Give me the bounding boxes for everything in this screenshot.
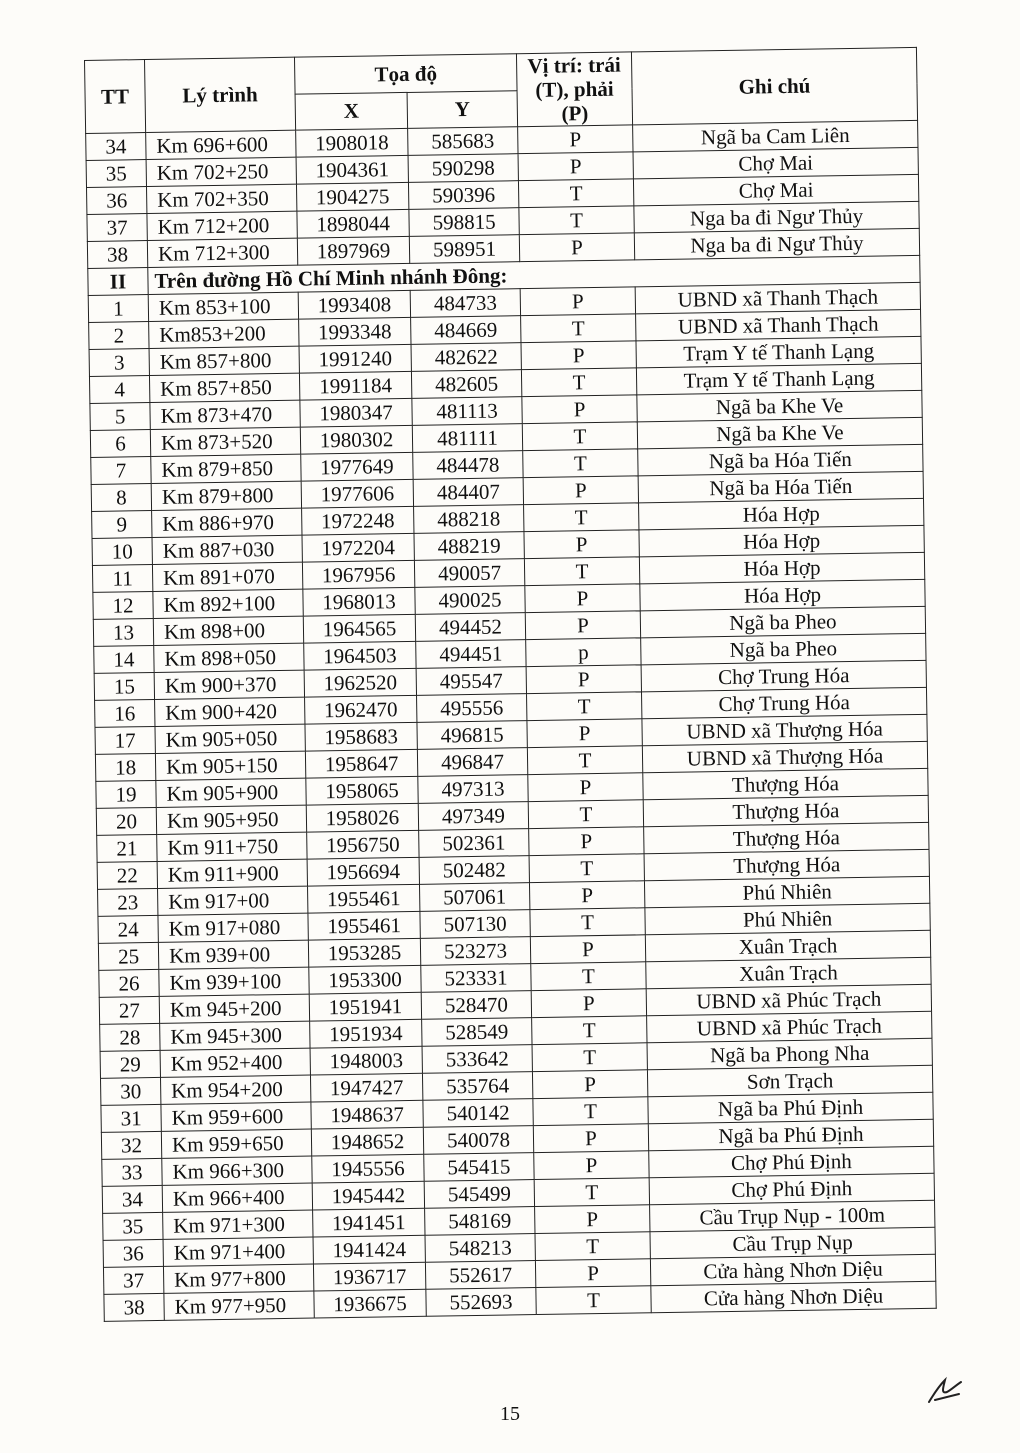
row-x: 1967956	[302, 560, 414, 589]
row-x: 1964565	[303, 614, 415, 643]
row-ly-trinh: Km 873+470	[150, 400, 300, 429]
row-tt: 5	[90, 403, 150, 431]
row-tt: 7	[91, 457, 151, 485]
row-ghi-chu: Chợ Mai	[633, 174, 918, 205]
row-ghi-chu: Hóa Hợp	[639, 498, 924, 529]
row-ly-trinh: Km 977+800	[163, 1264, 313, 1293]
row-ly-trinh: Km 891+070	[152, 562, 302, 591]
row-x: 1955461	[308, 911, 420, 940]
row-tt: 32	[101, 1131, 161, 1159]
row-x: 1993408	[298, 290, 410, 319]
row-ghi-chu: UBND xã Phúc Trạch	[647, 1011, 932, 1042]
row-ly-trinh: Km 900+370	[154, 670, 304, 699]
row-x: 1958026	[306, 803, 418, 832]
row-ly-trinh: Km 898+00	[153, 616, 303, 645]
row-y: 497349	[418, 802, 528, 831]
row-vi-tri: T	[519, 206, 634, 235]
row-ly-trinh: Km 873+520	[150, 427, 300, 456]
row-x: 1962470	[305, 695, 417, 724]
row-ghi-chu: UBND xã Thượng Hóa	[642, 714, 927, 745]
page-number: 15	[500, 1403, 520, 1425]
row-vi-tri: P	[521, 341, 636, 370]
row-ghi-chu: Cầu Trụp Nụp	[650, 1227, 935, 1258]
row-vi-tri: P	[535, 1205, 650, 1234]
row-x: 1980302	[300, 425, 412, 454]
row-vi-tri: T	[531, 962, 646, 991]
row-x: 1951941	[309, 992, 421, 1021]
row-vi-tri: P	[520, 287, 635, 316]
row-ly-trinh: Km 959+600	[161, 1102, 311, 1131]
row-tt: 22	[97, 861, 157, 889]
row-vi-tri: T	[534, 1178, 649, 1207]
row-tt: 36	[103, 1239, 163, 1267]
row-x: 1936717	[313, 1262, 425, 1291]
row-tt: 11	[92, 564, 152, 592]
row-ly-trinh: Km 857+850	[149, 373, 299, 402]
row-y: 482622	[411, 343, 521, 372]
signature-mark	[925, 1370, 965, 1410]
row-ghi-chu: Ngã ba Phong Nha	[647, 1038, 932, 1069]
row-ghi-chu: Cửa hàng Nhơn Diệu	[651, 1281, 936, 1312]
row-vi-tri: T	[533, 1097, 648, 1126]
row-vi-tri: T	[524, 503, 639, 532]
row-tt: 31	[101, 1104, 161, 1132]
row-y: 484733	[410, 289, 520, 318]
row-x: 1936675	[314, 1289, 426, 1318]
row-tt: 24	[98, 915, 158, 943]
row-vi-tri: P	[522, 395, 637, 424]
row-tt: 19	[96, 780, 156, 808]
table-header	[85, 47, 918, 133]
row-tt: 14	[94, 645, 154, 673]
row-x: 1948003	[310, 1046, 422, 1075]
row-y: 598951	[409, 235, 519, 264]
row-ly-trinh: Km 966+400	[162, 1183, 312, 1212]
row-x: 1972204	[302, 533, 414, 562]
header-ly-trinh: Lý trình	[145, 57, 296, 132]
row-x: 1993348	[299, 317, 411, 346]
row-x: 1977649	[301, 452, 413, 481]
row-vi-tri: T	[518, 179, 633, 208]
row-y: 497313	[418, 775, 528, 804]
row-ly-trinh: Km 879+850	[151, 454, 301, 483]
coordinates-table	[84, 47, 937, 1322]
row-tt: 37	[103, 1266, 163, 1294]
row-ly-trinh: Km 945+200	[159, 994, 309, 1023]
row-vi-tri: T	[532, 1043, 647, 1072]
row-ghi-chu: UBND xã Thanh Thạch	[636, 309, 921, 340]
row-x: 1948652	[311, 1127, 423, 1156]
row-vi-tri: P	[529, 827, 644, 856]
row-y: 598815	[409, 208, 519, 237]
header-ghi-chu: Ghi chú	[631, 47, 917, 124]
row-vi-tri: T	[523, 449, 638, 478]
table-body-part2	[88, 282, 936, 1321]
row-ghi-chu: Chợ Phú Định	[649, 1146, 934, 1177]
row-vi-tri: T	[536, 1286, 651, 1315]
row-ghi-chu: UBND xã Thanh Thạch	[635, 282, 920, 313]
row-vi-tri: P	[523, 476, 638, 505]
row-ghi-chu: Chợ Trung Hóa	[641, 660, 926, 691]
header-toa-do: Tọa độ	[294, 54, 517, 94]
row-ly-trinh: Km 900+420	[155, 697, 305, 726]
row-tt: 15	[94, 672, 154, 700]
row-ghi-chu: Cửa hàng Nhơn Diệu	[650, 1254, 935, 1285]
row-y: 488219	[414, 532, 524, 561]
row-tt: 27	[99, 996, 159, 1024]
row-ly-trinh: Km 879+800	[151, 481, 301, 510]
row-y: 590396	[408, 181, 518, 210]
row-vi-tri: P	[531, 989, 646, 1018]
row-y: 585683	[408, 127, 518, 156]
row-vi-tri: P	[526, 665, 641, 694]
row-ghi-chu: Ngã ba Pheo	[641, 633, 926, 664]
row-y: 484407	[413, 478, 523, 507]
row-ghi-chu: Ngã ba Hóa Tiến	[638, 471, 923, 502]
row-ghi-chu: Nga ba đi Ngư Thủy	[634, 228, 919, 259]
row-x: 1958683	[305, 722, 417, 751]
section-title: Trên đường Hồ Chí Minh nhánh Đông:	[148, 255, 920, 294]
row-vi-tri: T	[535, 1232, 650, 1261]
row-ly-trinh: Km 712+300	[147, 238, 297, 267]
row-ly-trinh: Km 911+900	[157, 859, 307, 888]
row-ghi-chu: Phú Nhiên	[644, 876, 929, 907]
row-vi-tri: T	[527, 746, 642, 775]
row-vi-tri: T	[529, 854, 644, 883]
row-tt: 34	[102, 1185, 162, 1213]
row-ghi-chu: Xuân Trạch	[646, 957, 931, 988]
row-ly-trinh: Km 971+300	[163, 1210, 313, 1239]
table-body-part1	[86, 120, 920, 268]
row-ly-trinh: Km 905+150	[155, 751, 305, 780]
row-tt: 30	[100, 1077, 160, 1105]
row-ghi-chu: Trạm Y tế Thanh Lạng	[636, 363, 921, 394]
row-y: 523273	[420, 937, 530, 966]
row-x: 1897969	[297, 236, 409, 265]
row-y: 590298	[408, 154, 518, 183]
row-tt: 4	[89, 376, 149, 404]
row-ghi-chu: UBND xã Thượng Hóa	[642, 741, 927, 772]
row-vi-tri: T	[524, 557, 639, 586]
row-vi-tri: P	[518, 125, 633, 154]
row-ly-trinh: Km 911+750	[157, 832, 307, 861]
row-ly-trinh: Km 966+300	[162, 1156, 312, 1185]
row-vi-tri: P	[519, 233, 634, 262]
row-ghi-chu: Ngã ba Phú Định	[648, 1119, 933, 1150]
row-y: 484669	[411, 316, 521, 345]
row-y: 548213	[425, 1234, 535, 1263]
row-ghi-chu: Chợ Mai	[633, 147, 918, 178]
row-y: 552617	[425, 1261, 535, 1290]
row-x: 1947427	[310, 1073, 422, 1102]
row-tt: 9	[92, 510, 152, 538]
row-ly-trinh: Km 952+400	[160, 1048, 310, 1077]
row-ghi-chu: Chợ Phú Định	[649, 1173, 934, 1204]
row-tt: 1	[88, 295, 148, 323]
row-vi-tri: P	[518, 152, 633, 181]
row-ly-trinh: Km 971+400	[163, 1237, 313, 1266]
row-x: 1958647	[305, 749, 417, 778]
row-y: 496815	[417, 721, 527, 750]
row-ly-trinh: Km 945+300	[160, 1021, 310, 1050]
row-ghi-chu: UBND xã Phúc Trạch	[646, 984, 931, 1015]
row-vi-tri: p	[526, 638, 641, 667]
row-x: 1904275	[296, 182, 408, 211]
row-tt: 28	[100, 1023, 160, 1051]
row-y: 488218	[414, 505, 524, 534]
row-tt: 8	[91, 483, 151, 511]
row-ly-trinh: Km 977+950	[164, 1291, 314, 1320]
row-ly-trinh: Km 892+100	[153, 589, 303, 618]
row-ly-trinh: Km 939+100	[159, 967, 309, 996]
row-x: 1964503	[304, 641, 416, 670]
row-y: 484478	[413, 451, 523, 480]
row-vi-tri: P	[533, 1124, 648, 1153]
row-ghi-chu: Ngã ba Pheo	[640, 606, 925, 637]
row-tt: 36	[87, 187, 147, 215]
row-tt: 3	[89, 349, 149, 377]
row-x: 1948637	[311, 1100, 423, 1129]
row-y: 540142	[423, 1099, 533, 1128]
row-vi-tri: T	[527, 692, 642, 721]
row-x: 1953285	[308, 938, 420, 967]
row-vi-tri: P	[524, 530, 639, 559]
row-tt: 16	[95, 699, 155, 727]
row-ly-trinh: Km 905+900	[156, 778, 306, 807]
row-ghi-chu: Nga ba đi Ngư Thủy	[634, 201, 919, 232]
row-x: 1956694	[307, 857, 419, 886]
row-x: 1941451	[313, 1208, 425, 1237]
row-tt: 10	[92, 537, 152, 565]
row-tt: 6	[90, 430, 150, 458]
row-y: 507061	[419, 883, 529, 912]
row-y: 548169	[425, 1207, 535, 1236]
row-y: 495547	[416, 667, 526, 696]
row-x: 1962520	[304, 668, 416, 697]
row-y: 502482	[419, 856, 529, 885]
row-vi-tri: T	[521, 368, 636, 397]
row-tt: 25	[98, 942, 158, 970]
row-ly-trinh: Km 702+250	[146, 157, 296, 186]
row-tt: 38	[87, 241, 147, 269]
row-tt: 12	[93, 591, 153, 619]
row-tt: 18	[95, 753, 155, 781]
row-ly-trinh: Km 939+00	[158, 940, 308, 969]
row-y: 495556	[417, 694, 527, 723]
row-y: 481111	[412, 424, 522, 453]
row-ghi-chu: Cầu Trụp Nụp - 100m	[650, 1200, 935, 1231]
row-x: 1955461	[308, 884, 420, 913]
row-x: 1908018	[296, 128, 408, 157]
row-ghi-chu: Thượng Hóa	[644, 822, 929, 853]
row-y: 545499	[424, 1180, 534, 1209]
row-tt: 13	[93, 618, 153, 646]
row-x: 1956750	[307, 830, 419, 859]
row-tt: 21	[97, 834, 157, 862]
row-tt: 20	[96, 807, 156, 835]
row-y: 523331	[421, 964, 531, 993]
row-ly-trinh: Km 702+350	[146, 184, 296, 213]
row-vi-tri: T	[522, 422, 637, 451]
row-y: 490057	[414, 559, 524, 588]
row-y: 482605	[411, 370, 521, 399]
row-vi-tri: T	[530, 908, 645, 937]
row-y: 528549	[422, 1018, 532, 1047]
row-tt: 23	[98, 888, 158, 916]
row-ly-trinh: Km 898+050	[154, 643, 304, 672]
row-y: 490025	[415, 586, 525, 615]
row-vi-tri: P	[530, 935, 645, 964]
row-tt: 38	[104, 1293, 164, 1321]
row-ghi-chu: Ngã ba Cam Liên	[633, 120, 918, 151]
row-tt: 2	[89, 322, 149, 350]
section-number: II	[88, 268, 148, 296]
row-x: 1898044	[297, 209, 409, 238]
row-x: 1972248	[302, 506, 414, 535]
row-x: 1968013	[303, 587, 415, 616]
row-tt: 35	[103, 1212, 163, 1240]
row-ly-trinh: Km 857+800	[149, 346, 299, 375]
header-vi-tri: Vị trí: trái (T), phải (P)	[516, 52, 632, 127]
row-ly-trinh: Km853+200	[149, 319, 299, 348]
row-vi-tri: P	[525, 611, 640, 640]
row-ghi-chu: Trạm Y tế Thanh Lạng	[636, 336, 921, 367]
row-x: 1991184	[299, 371, 411, 400]
row-ghi-chu: Thượng Hóa	[644, 849, 929, 880]
row-y: 545415	[424, 1153, 534, 1182]
row-ghi-chu: Hóa Hợp	[639, 525, 924, 556]
row-vi-tri: P	[534, 1151, 649, 1180]
row-tt: 35	[86, 160, 146, 188]
row-ghi-chu: Ngã ba Phú Định	[648, 1092, 933, 1123]
row-ghi-chu: Hóa Hợp	[640, 579, 925, 610]
row-ly-trinh: Km 853+100	[148, 292, 298, 321]
row-ly-trinh: Km 917+00	[158, 886, 308, 915]
row-ghi-chu: Thượng Hóa	[643, 795, 928, 826]
row-x: 1953300	[309, 965, 421, 994]
row-ly-trinh: Km 905+050	[155, 724, 305, 753]
row-x: 1904361	[296, 155, 408, 184]
header-x: X	[295, 92, 408, 130]
row-ly-trinh: Km 905+950	[156, 805, 306, 834]
row-ly-trinh: Km 959+650	[161, 1129, 311, 1158]
row-vi-tri: P	[525, 584, 640, 613]
row-ghi-chu: Ngã ba Khe Ve	[637, 390, 922, 421]
row-ly-trinh: Km 954+200	[160, 1075, 310, 1104]
row-vi-tri: P	[527, 719, 642, 748]
row-y: 528470	[421, 991, 531, 1020]
row-x: 1991240	[299, 344, 411, 373]
row-tt: 17	[95, 726, 155, 754]
header-tt: TT	[85, 60, 146, 134]
row-ly-trinh: Km 886+970	[152, 508, 302, 537]
row-y: 507130	[420, 910, 530, 939]
row-y: 481113	[412, 397, 522, 426]
row-y: 535764	[422, 1072, 532, 1101]
row-ghi-chu: Phú Nhiên	[645, 903, 930, 934]
row-vi-tri: P	[528, 773, 643, 802]
row-tt: 34	[86, 133, 146, 161]
row-y: 496847	[417, 748, 527, 777]
row-x: 1945556	[312, 1154, 424, 1183]
row-ghi-chu: Ngã ba Khe Ve	[637, 417, 922, 448]
row-y: 494451	[416, 640, 526, 669]
row-ly-trinh: Km 887+030	[152, 535, 302, 564]
row-ly-trinh: Km 917+080	[158, 913, 308, 942]
row-x: 1958065	[306, 776, 418, 805]
row-vi-tri: P	[532, 1070, 647, 1099]
row-ghi-chu: Hóa Hợp	[639, 552, 924, 583]
row-ghi-chu: Chợ Trung Hóa	[641, 687, 926, 718]
row-x: 1945442	[312, 1181, 424, 1210]
row-y: 540078	[423, 1126, 533, 1155]
row-x: 1941424	[313, 1235, 425, 1264]
row-vi-tri: T	[521, 314, 636, 343]
row-y: 533642	[422, 1045, 532, 1074]
row-vi-tri: P	[535, 1259, 650, 1288]
row-ghi-chu: Xuân Trạch	[645, 930, 930, 961]
row-tt: 29	[100, 1050, 160, 1078]
row-vi-tri: T	[532, 1016, 647, 1045]
row-ly-trinh: Km 696+600	[146, 130, 296, 159]
row-x: 1980347	[300, 398, 412, 427]
header-y: Y	[407, 90, 518, 128]
row-tt: 33	[102, 1158, 162, 1186]
row-ly-trinh: Km 712+200	[147, 211, 297, 240]
row-ghi-chu: Thượng Hóa	[643, 768, 928, 799]
row-ghi-chu: Sơn Trạch	[647, 1065, 932, 1096]
row-tt: 26	[99, 969, 159, 997]
row-vi-tri: P	[529, 881, 644, 910]
row-vi-tri: T	[528, 800, 643, 829]
row-x: 1951934	[310, 1019, 422, 1048]
row-x: 1977606	[301, 479, 413, 508]
row-y: 502361	[419, 829, 529, 858]
row-y: 552693	[426, 1288, 536, 1317]
row-y: 494452	[415, 613, 525, 642]
row-tt: 37	[87, 214, 147, 242]
row-ghi-chu: Ngã ba Hóa Tiến	[638, 444, 923, 475]
